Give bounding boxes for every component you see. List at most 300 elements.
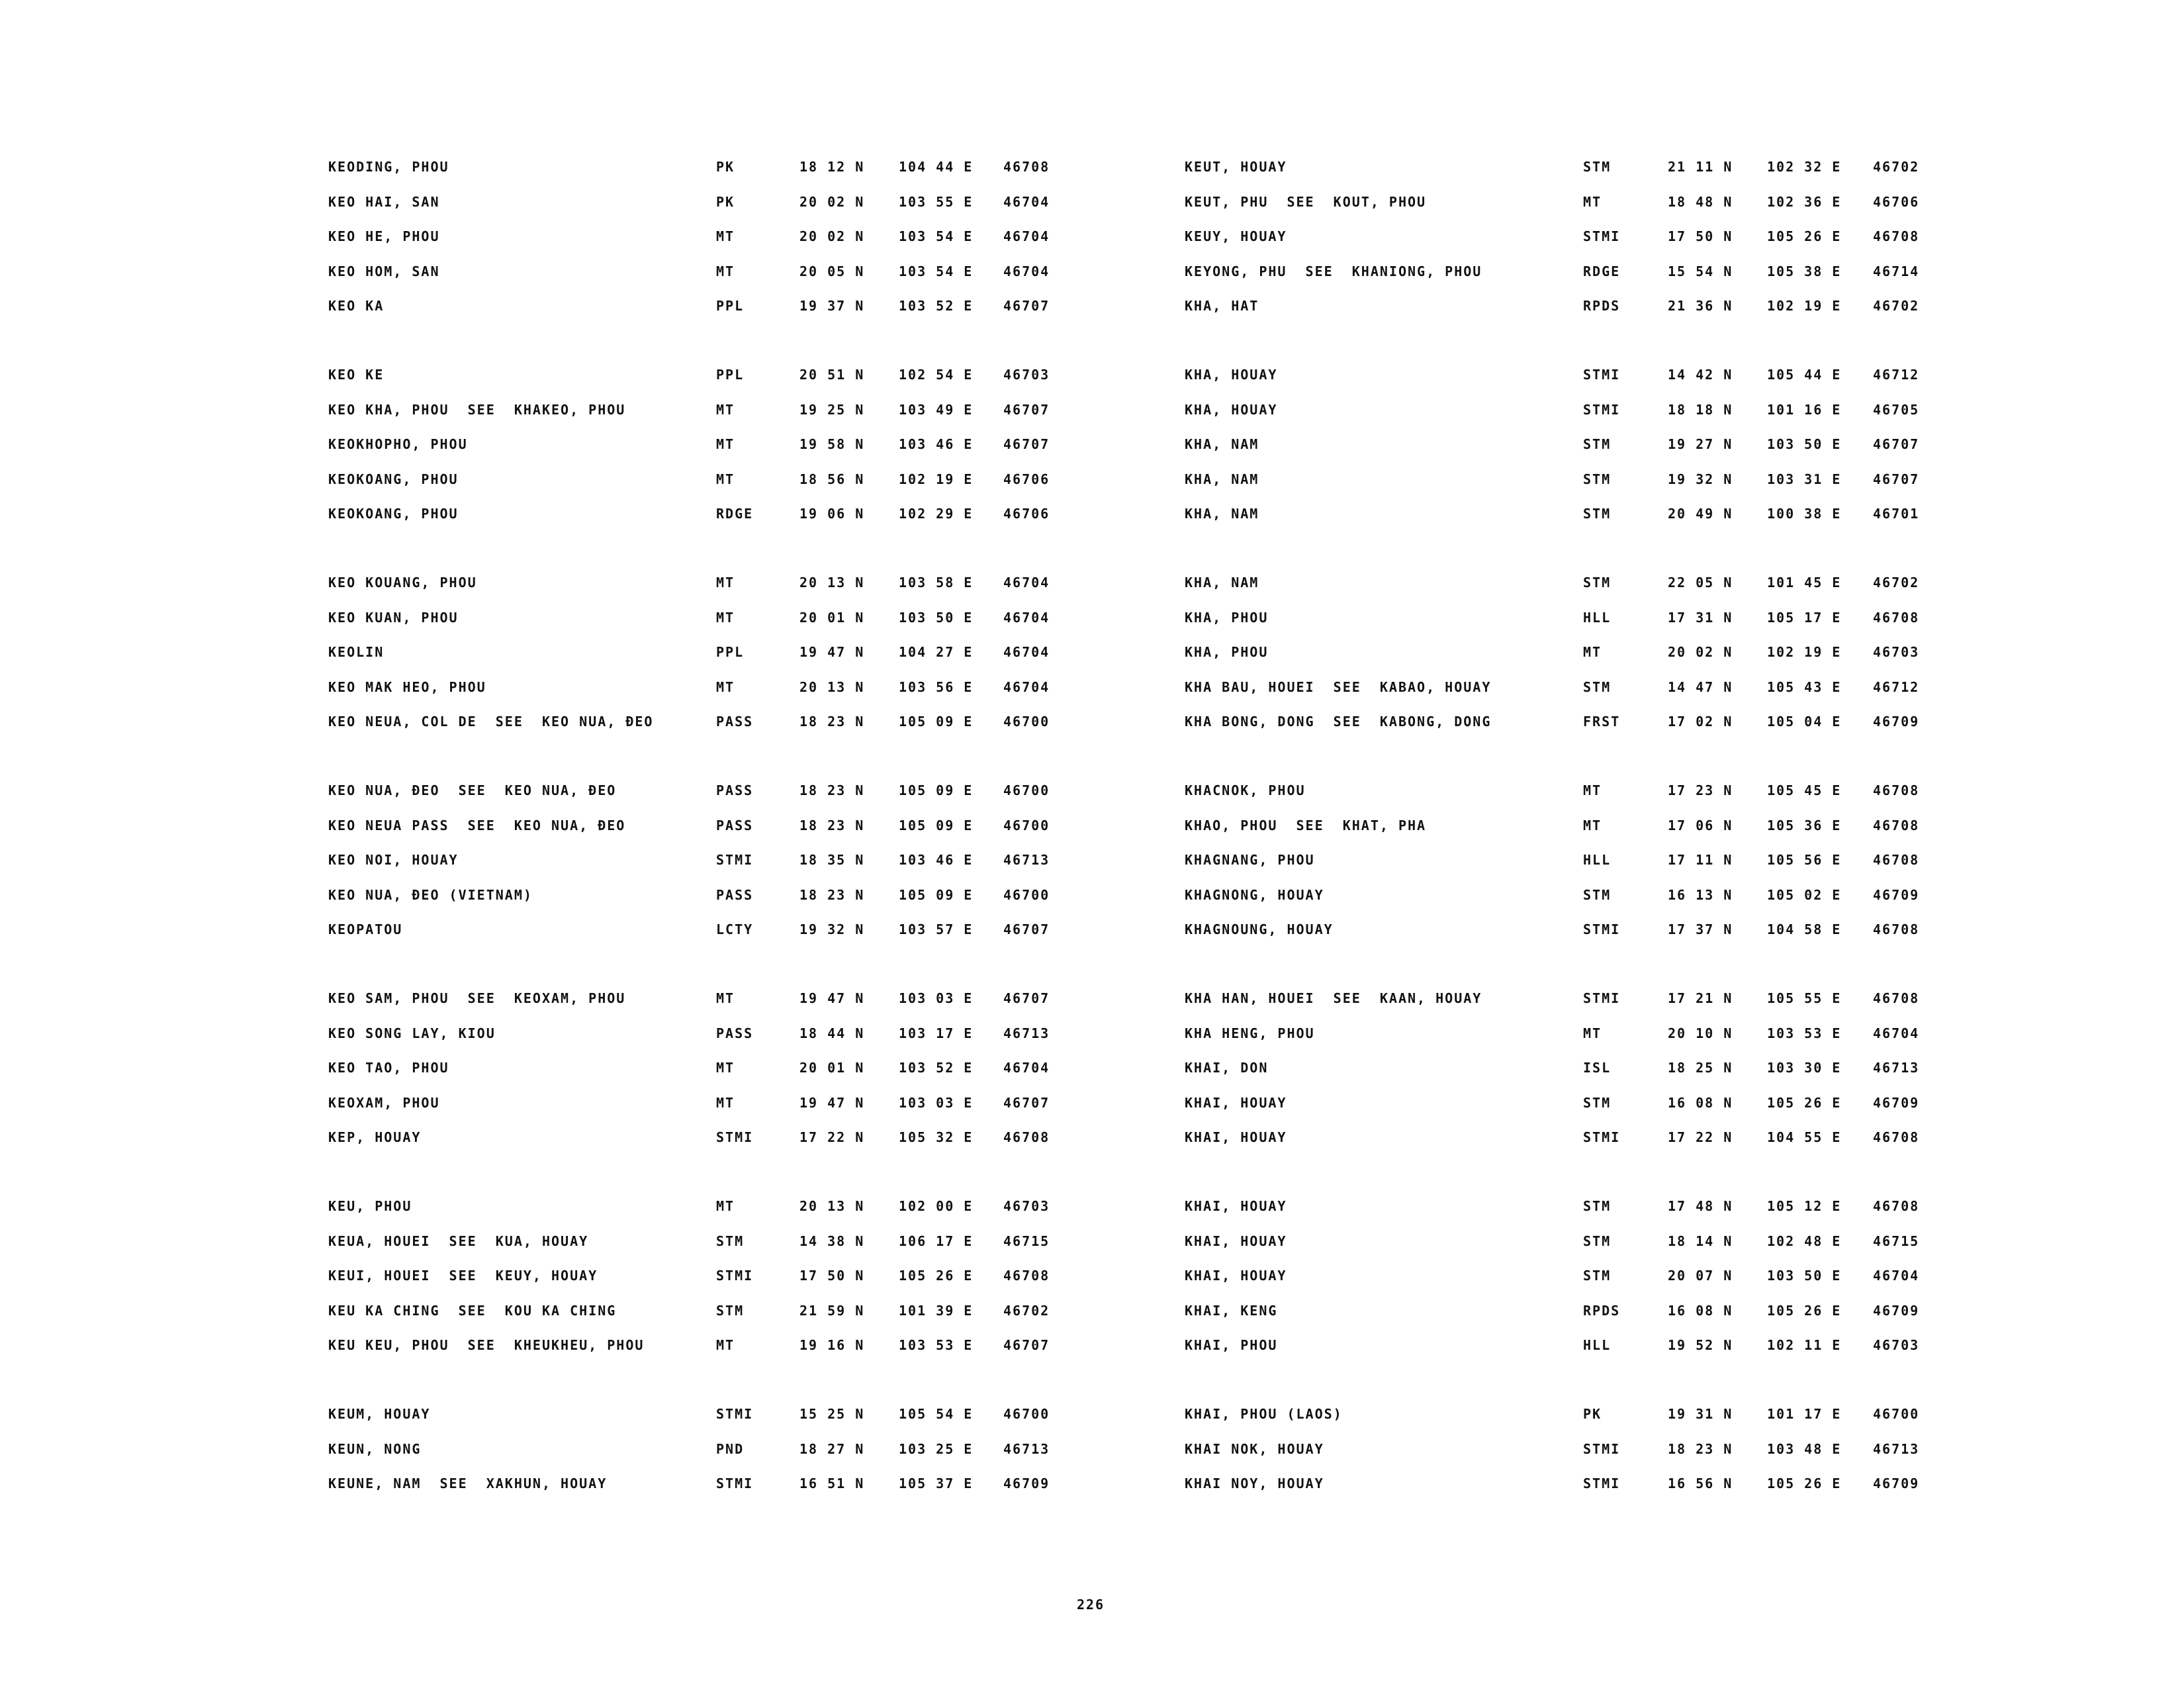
entry-lon: 105 45 E — [1767, 782, 1842, 798]
entry-lat: 20 07 N — [1668, 1268, 1733, 1284]
entry-type: PPL — [716, 367, 745, 383]
entry-type: PASS — [716, 714, 754, 729]
gazetteer-entry — [0, 882, 2184, 908]
entry-name: KHAI, HOUAY — [1185, 1198, 1287, 1214]
entry-lon: 105 26 E — [1767, 1303, 1842, 1319]
entry-code: 46708 — [1003, 1129, 1050, 1145]
entry-lat: 18 25 N — [1668, 1060, 1733, 1076]
gazetteer-entry — [0, 293, 2184, 319]
entry-lon: 102 00 E — [899, 1198, 974, 1214]
entry-type: MT — [716, 1060, 735, 1076]
entry-lon: 103 46 E — [899, 852, 974, 868]
entry-code: 46714 — [1873, 263, 1920, 279]
entry-lon: 104 44 E — [899, 159, 974, 175]
gazetteer-entry — [0, 674, 2184, 700]
gazetteer-entry — [0, 1228, 2184, 1254]
entry-lon: 105 12 E — [1767, 1198, 1842, 1214]
entry-code: 46703 — [1003, 1198, 1050, 1214]
entry-code: 46709 — [1873, 1095, 1920, 1111]
entry-type: MT — [1583, 782, 1602, 798]
entry-type: MT — [716, 471, 735, 487]
entry-lon: 103 52 E — [899, 298, 974, 314]
entry-lon: 103 53 E — [899, 1337, 974, 1353]
entry-type: STM — [1583, 471, 1612, 487]
entry-type: STM — [1583, 575, 1612, 590]
entry-type: STM — [1583, 679, 1612, 695]
entry-lon: 103 50 E — [899, 610, 974, 626]
entry-name: KEU KA CHING SEE KOU KA CHING — [328, 1303, 617, 1319]
entry-type: PPL — [716, 644, 745, 660]
entry-lon: 102 36 E — [1767, 194, 1842, 210]
entry-lat: 17 31 N — [1668, 610, 1733, 626]
entry-type: STM — [1583, 506, 1612, 522]
entry-lat: 17 48 N — [1668, 1198, 1733, 1214]
entry-lat: 21 11 N — [1668, 159, 1733, 175]
entry-lon: 103 57 E — [899, 921, 974, 937]
entry-name: KHAGNONG, HOUAY — [1185, 887, 1324, 903]
entry-lon: 105 43 E — [1767, 679, 1842, 695]
entry-lat: 20 13 N — [799, 679, 865, 695]
entry-type: MT — [1583, 818, 1602, 833]
entry-name: KEODING, PHOU — [328, 159, 449, 175]
entry-lon: 105 56 E — [1767, 852, 1842, 868]
entry-type: STMI — [1583, 921, 1621, 937]
entry-type: STMI — [716, 1268, 754, 1284]
entry-lon: 103 54 E — [899, 263, 974, 279]
entry-lat: 18 23 N — [799, 887, 865, 903]
entry-code: 46708 — [1873, 852, 1920, 868]
entry-lon: 105 36 E — [1767, 818, 1842, 833]
entry-type: MT — [1583, 194, 1602, 210]
entry-code: 46706 — [1003, 471, 1050, 487]
entry-name: KEU KEU, PHOU SEE KHEUKHEU, PHOU — [328, 1337, 645, 1353]
entry-code: 46700 — [1003, 714, 1050, 729]
entry-name: KHA HENG, PHOU — [1185, 1025, 1315, 1041]
entry-lat: 19 47 N — [799, 644, 865, 660]
gazetteer-entry — [0, 1470, 2184, 1497]
entry-code: 46707 — [1003, 1095, 1050, 1111]
entry-lat: 20 05 N — [799, 263, 865, 279]
entry-type: HLL — [1583, 852, 1612, 868]
entry-lat: 19 47 N — [799, 1095, 865, 1111]
entry-lon: 105 32 E — [899, 1129, 974, 1145]
entry-type: STM — [1583, 436, 1612, 452]
entry-name: KEO SAM, PHOU SEE KEOXAM, PHOU — [328, 990, 626, 1006]
entry-name: KEUN, NONG — [328, 1441, 422, 1457]
entry-type: RPDS — [1583, 298, 1621, 314]
entry-name: KHAI, HOUAY — [1185, 1095, 1287, 1111]
entry-code: 46713 — [1873, 1060, 1920, 1076]
entry-lon: 104 58 E — [1767, 921, 1842, 937]
entry-type: MT — [716, 228, 735, 244]
entry-type: MT — [716, 1198, 735, 1214]
gazetteer-entry — [0, 916, 2184, 943]
entry-lon: 103 48 E — [1767, 1441, 1842, 1457]
entry-code: 46704 — [1003, 1060, 1050, 1076]
entry-code: 46706 — [1003, 506, 1050, 522]
entry-type: STM — [1583, 1095, 1612, 1111]
entry-name: KHAI, PHOU (LAOS) — [1185, 1406, 1343, 1422]
entry-code: 46713 — [1003, 852, 1050, 868]
entry-lat: 18 18 N — [1668, 402, 1733, 418]
entry-lat: 19 32 N — [799, 921, 865, 937]
entry-lat: 18 23 N — [799, 714, 865, 729]
entry-code: 46709 — [1873, 887, 1920, 903]
entry-type: MT — [716, 575, 735, 590]
gazetteer-entry — [0, 466, 2184, 492]
entry-type: MT — [716, 1095, 735, 1111]
entry-lon: 103 52 E — [899, 1060, 974, 1076]
entry-code: 46705 — [1873, 402, 1920, 418]
entry-code: 46703 — [1003, 367, 1050, 383]
entry-code: 46704 — [1873, 1025, 1920, 1041]
entry-name: KEUM, HOUAY — [328, 1406, 431, 1422]
entry-name: KEUI, HOUEI SEE KEUY, HOUAY — [328, 1268, 598, 1284]
entry-name: KHACNOK, PHOU — [1185, 782, 1306, 798]
entry-code: 46707 — [1873, 471, 1920, 487]
entry-code: 46713 — [1003, 1025, 1050, 1041]
entry-name: KHAO, PHOU SEE KHAT, PHA — [1185, 818, 1427, 833]
entry-name: KEO NOI, HOUAY — [328, 852, 459, 868]
entry-lon: 105 26 E — [899, 1268, 974, 1284]
entry-code: 46703 — [1873, 1337, 1920, 1353]
entry-lat: 19 31 N — [1668, 1406, 1733, 1422]
entry-lon: 103 53 E — [1767, 1025, 1842, 1041]
entry-code: 46708 — [1873, 1198, 1920, 1214]
entry-lat: 18 23 N — [799, 782, 865, 798]
entry-type: STM — [716, 1233, 745, 1249]
entry-type: PPL — [716, 298, 745, 314]
entry-type: STM — [1583, 1198, 1612, 1214]
entry-code: 46707 — [1003, 1337, 1050, 1353]
entry-type: MT — [716, 610, 735, 626]
entry-name: KEOKOANG, PHOU — [328, 471, 459, 487]
entry-lat: 14 47 N — [1668, 679, 1733, 695]
entry-lat: 18 48 N — [1668, 194, 1733, 210]
entry-code: 46708 — [1873, 921, 1920, 937]
entry-name: KHAI, DON — [1185, 1060, 1269, 1076]
gazetteer-entry — [0, 1297, 2184, 1324]
entry-code: 46707 — [1873, 436, 1920, 452]
entry-lat: 18 23 N — [1668, 1441, 1733, 1457]
entry-type: MT — [716, 1337, 735, 1353]
gazetteer-entry — [0, 397, 2184, 423]
entry-lon: 103 46 E — [899, 436, 974, 452]
entry-lat: 19 27 N — [1668, 436, 1733, 452]
entry-name: KEOKOANG, PHOU — [328, 506, 459, 522]
entry-name: KEO NUA, ĐEO (VIETNAM) — [328, 887, 533, 903]
entry-lat: 19 52 N — [1668, 1337, 1733, 1353]
entry-lon: 103 50 E — [1767, 436, 1842, 452]
entry-lon: 101 17 E — [1767, 1406, 1842, 1422]
entry-lon: 100 38 E — [1767, 506, 1842, 522]
entry-code: 46707 — [1003, 990, 1050, 1006]
entry-name: KEP, HOUAY — [328, 1129, 422, 1145]
entry-lat: 17 23 N — [1668, 782, 1733, 798]
entry-lon: 103 54 E — [899, 228, 974, 244]
entry-lon: 102 11 E — [1767, 1337, 1842, 1353]
entry-code: 46704 — [1003, 575, 1050, 590]
gazetteer-entry — [0, 812, 2184, 839]
entry-name: KHA, HAT — [1185, 298, 1259, 314]
entry-type: PASS — [716, 887, 754, 903]
entry-name: KHAI NOK, HOUAY — [1185, 1441, 1324, 1457]
entry-type: STMI — [716, 1406, 754, 1422]
entry-lat: 20 01 N — [799, 610, 865, 626]
entry-name: KHAI, HOUAY — [1185, 1268, 1287, 1284]
gazetteer-entry — [0, 431, 2184, 457]
entry-code: 46702 — [1003, 1303, 1050, 1319]
entry-code: 46708 — [1003, 159, 1050, 175]
entry-lat: 19 16 N — [799, 1337, 865, 1353]
entry-code: 46709 — [1873, 714, 1920, 729]
entry-lat: 19 25 N — [799, 402, 865, 418]
gazetteer-entry — [0, 604, 2184, 631]
entry-lat: 16 56 N — [1668, 1476, 1733, 1491]
entry-name: KEO MAK HEO, PHOU — [328, 679, 486, 695]
entry-code: 46708 — [1873, 990, 1920, 1006]
entry-lon: 101 39 E — [899, 1303, 974, 1319]
entry-lat: 18 35 N — [799, 852, 865, 868]
entry-name: KHA, HOUAY — [1185, 402, 1278, 418]
entry-name: KHAI NOY, HOUAY — [1185, 1476, 1324, 1491]
entry-lat: 18 14 N — [1668, 1233, 1733, 1249]
entry-lat: 15 54 N — [1668, 263, 1733, 279]
entry-type: RPDS — [1583, 1303, 1621, 1319]
entry-type: MT — [716, 990, 735, 1006]
entry-name: KEO KOUANG, PHOU — [328, 575, 477, 590]
entry-code: 46707 — [1003, 436, 1050, 452]
entry-type: PASS — [716, 1025, 754, 1041]
entry-code: 46704 — [1003, 194, 1050, 210]
entry-name: KEO HOM, SAN — [328, 263, 440, 279]
entry-code: 46700 — [1003, 782, 1050, 798]
entry-type: STMI — [716, 1476, 754, 1491]
entry-lat: 19 06 N — [799, 506, 865, 522]
entry-lon: 103 17 E — [899, 1025, 974, 1041]
entry-lat: 16 13 N — [1668, 887, 1733, 903]
entry-lat: 16 08 N — [1668, 1303, 1733, 1319]
entry-lat: 20 10 N — [1668, 1025, 1733, 1041]
entry-lon: 106 17 E — [899, 1233, 974, 1249]
gazetteer-entry — [0, 1262, 2184, 1289]
entry-lat: 19 37 N — [799, 298, 865, 314]
entry-code: 46704 — [1003, 644, 1050, 660]
entry-name: KHAGNOUNG, HOUAY — [1185, 921, 1334, 937]
entry-lon: 102 19 E — [1767, 644, 1842, 660]
entry-code: 46702 — [1873, 159, 1920, 175]
gazetteer-entry — [0, 1055, 2184, 1081]
gazetteer-entry — [0, 154, 2184, 180]
entry-lon: 105 37 E — [899, 1476, 974, 1491]
entry-code: 46700 — [1003, 818, 1050, 833]
entry-lon: 105 44 E — [1767, 367, 1842, 383]
entry-name: KEO HAI, SAN — [328, 194, 440, 210]
entry-name: KEO TAO, PHOU — [328, 1060, 449, 1076]
entry-lat: 17 22 N — [1668, 1129, 1733, 1145]
entry-name: KEOKHOPHO, PHOU — [328, 436, 468, 452]
entry-code: 46704 — [1003, 610, 1050, 626]
entry-name: KEO KHA, PHOU SEE KHAKEO, PHOU — [328, 402, 626, 418]
entry-name: KHA BAU, HOUEI SEE KABAO, HOUAY — [1185, 679, 1492, 695]
entry-name: KHA, PHOU — [1185, 610, 1269, 626]
entry-name: KHAI, PHOU — [1185, 1337, 1278, 1353]
entry-lat: 20 02 N — [799, 194, 865, 210]
entry-lon: 103 55 E — [899, 194, 974, 210]
entry-code: 46704 — [1003, 228, 1050, 244]
entry-name: KEO KE — [328, 367, 385, 383]
entry-lat: 18 44 N — [799, 1025, 865, 1041]
entry-lon: 102 29 E — [899, 506, 974, 522]
gazetteer-entry — [0, 1124, 2184, 1150]
entry-name: KEUA, HOUEI SEE KUA, HOUAY — [328, 1233, 589, 1249]
entry-code: 46703 — [1873, 644, 1920, 660]
entry-name: KEUT, HOUAY — [1185, 159, 1287, 175]
entry-type: MT — [716, 679, 735, 695]
entry-lon: 105 09 E — [899, 714, 974, 729]
entry-code: 46702 — [1873, 298, 1920, 314]
entry-lat: 19 47 N — [799, 990, 865, 1006]
entry-lon: 105 04 E — [1767, 714, 1842, 729]
gazetteer-entry — [0, 1090, 2184, 1116]
entry-lat: 18 56 N — [799, 471, 865, 487]
entry-code: 46715 — [1873, 1233, 1920, 1249]
entry-type: LCTY — [716, 921, 754, 937]
entry-type: MT — [1583, 1025, 1602, 1041]
entry-name: KEO KA — [328, 298, 385, 314]
entry-code: 46709 — [1873, 1476, 1920, 1491]
gazetteer-entry — [0, 500, 2184, 527]
entry-lon: 103 49 E — [899, 402, 974, 418]
gazetteer-entry — [0, 985, 2184, 1011]
entry-lat: 17 02 N — [1668, 714, 1733, 729]
entry-code: 46704 — [1873, 1268, 1920, 1284]
entry-name: KEOLIN — [328, 644, 385, 660]
entry-name: KHA, PHOU — [1185, 644, 1269, 660]
entry-type: RDGE — [1583, 263, 1621, 279]
entry-name: KEO NEUA, COL DE SEE KEO NUA, ĐEO — [328, 714, 654, 729]
entry-lon: 103 31 E — [1767, 471, 1842, 487]
entry-lon: 103 30 E — [1767, 1060, 1842, 1076]
entry-lon: 102 19 E — [899, 471, 974, 487]
entry-name: KEOXAM, PHOU — [328, 1095, 440, 1111]
entry-type: STMI — [716, 852, 754, 868]
entry-type: PASS — [716, 818, 754, 833]
entry-lon: 105 26 E — [1767, 1476, 1842, 1491]
entry-type: ISL — [1583, 1060, 1612, 1076]
entry-lon: 104 55 E — [1767, 1129, 1842, 1145]
entry-lat: 20 02 N — [1668, 644, 1733, 660]
gazetteer-entry — [0, 361, 2184, 388]
entry-name: KEUT, PHU SEE KOUT, PHOU — [1185, 194, 1427, 210]
entry-name: KHAI, KENG — [1185, 1303, 1278, 1319]
gazetteer-entry — [0, 189, 2184, 215]
entry-lon: 105 09 E — [899, 818, 974, 833]
entry-code: 46700 — [1003, 887, 1050, 903]
entry-lon: 105 09 E — [899, 887, 974, 903]
entry-lat: 21 59 N — [799, 1303, 865, 1319]
entry-lat: 20 02 N — [799, 228, 865, 244]
gazetteer-entry — [0, 1332, 2184, 1358]
entry-lat: 15 25 N — [799, 1406, 865, 1422]
gazetteer-entry — [0, 847, 2184, 873]
entry-code: 46707 — [1003, 402, 1050, 418]
entry-lon: 105 17 E — [1767, 610, 1842, 626]
entry-lon: 101 45 E — [1767, 575, 1842, 590]
entry-code: 46713 — [1003, 1441, 1050, 1457]
entry-name: KHA BONG, DONG SEE KABONG, DONG — [1185, 714, 1492, 729]
entry-lat: 21 36 N — [1668, 298, 1733, 314]
entry-type: MT — [1583, 644, 1602, 660]
entry-lat: 20 01 N — [799, 1060, 865, 1076]
entry-name: KHAGNANG, PHOU — [1185, 852, 1315, 868]
entry-type: STM — [1583, 887, 1612, 903]
entry-lon: 103 56 E — [899, 679, 974, 695]
entry-type: STM — [1583, 159, 1612, 175]
entry-type: STMI — [1583, 402, 1621, 418]
entry-type: PK — [716, 159, 735, 175]
entry-lat: 19 58 N — [799, 436, 865, 452]
entry-code: 46707 — [1003, 921, 1050, 937]
entry-lon: 101 16 E — [1767, 402, 1842, 418]
entry-lon: 104 27 E — [899, 644, 974, 660]
entry-lat: 20 49 N — [1668, 506, 1733, 522]
gazetteer-entry — [0, 258, 2184, 285]
entry-lat: 17 11 N — [1668, 852, 1733, 868]
entry-lat: 19 32 N — [1668, 471, 1733, 487]
entry-name: KEYONG, PHU SEE KHANIONG, PHOU — [1185, 263, 1482, 279]
entry-lat: 14 38 N — [799, 1233, 865, 1249]
gazetteer-entry — [0, 223, 2184, 250]
gazetteer-entry — [0, 1401, 2184, 1427]
entry-lat: 14 42 N — [1668, 367, 1733, 383]
entry-code: 46701 — [1873, 506, 1920, 522]
entry-code: 46704 — [1003, 679, 1050, 695]
entry-lat: 20 13 N — [799, 575, 865, 590]
entry-name: KHA, NAM — [1185, 471, 1259, 487]
entry-type: STMI — [716, 1129, 754, 1145]
gazetteer-entry — [0, 1436, 2184, 1462]
entry-lon: 103 03 E — [899, 990, 974, 1006]
entry-lon: 103 58 E — [899, 575, 974, 590]
entry-lon: 105 26 E — [1767, 1095, 1842, 1111]
entry-name: KEO SONG LAY, KIOU — [328, 1025, 496, 1041]
entry-lon: 105 02 E — [1767, 887, 1842, 903]
entry-name: KEUY, HOUAY — [1185, 228, 1287, 244]
entry-lat: 17 06 N — [1668, 818, 1733, 833]
entry-type: STMI — [1583, 367, 1621, 383]
entry-lat: 18 23 N — [799, 818, 865, 833]
entry-type: STMI — [1583, 1129, 1621, 1145]
entry-type: MT — [716, 436, 735, 452]
entry-code: 46713 — [1873, 1441, 1920, 1457]
entry-lon: 103 03 E — [899, 1095, 974, 1111]
entry-name: KEO NEUA PASS SEE KEO NUA, ĐEO — [328, 818, 626, 833]
entry-name: KEOPATOU — [328, 921, 403, 937]
entry-code: 46712 — [1873, 679, 1920, 695]
entry-lat: 16 08 N — [1668, 1095, 1733, 1111]
entry-lon: 102 54 E — [899, 367, 974, 383]
entry-code: 46708 — [1873, 228, 1920, 244]
entry-code: 46712 — [1873, 367, 1920, 383]
entry-type: PND — [716, 1441, 745, 1457]
entry-lat: 17 22 N — [799, 1129, 865, 1145]
entry-lon: 102 32 E — [1767, 159, 1842, 175]
entry-code: 46708 — [1873, 818, 1920, 833]
entry-code: 46702 — [1873, 575, 1920, 590]
entry-lat: 18 27 N — [799, 1441, 865, 1457]
entry-name: KEU, PHOU — [328, 1198, 412, 1214]
